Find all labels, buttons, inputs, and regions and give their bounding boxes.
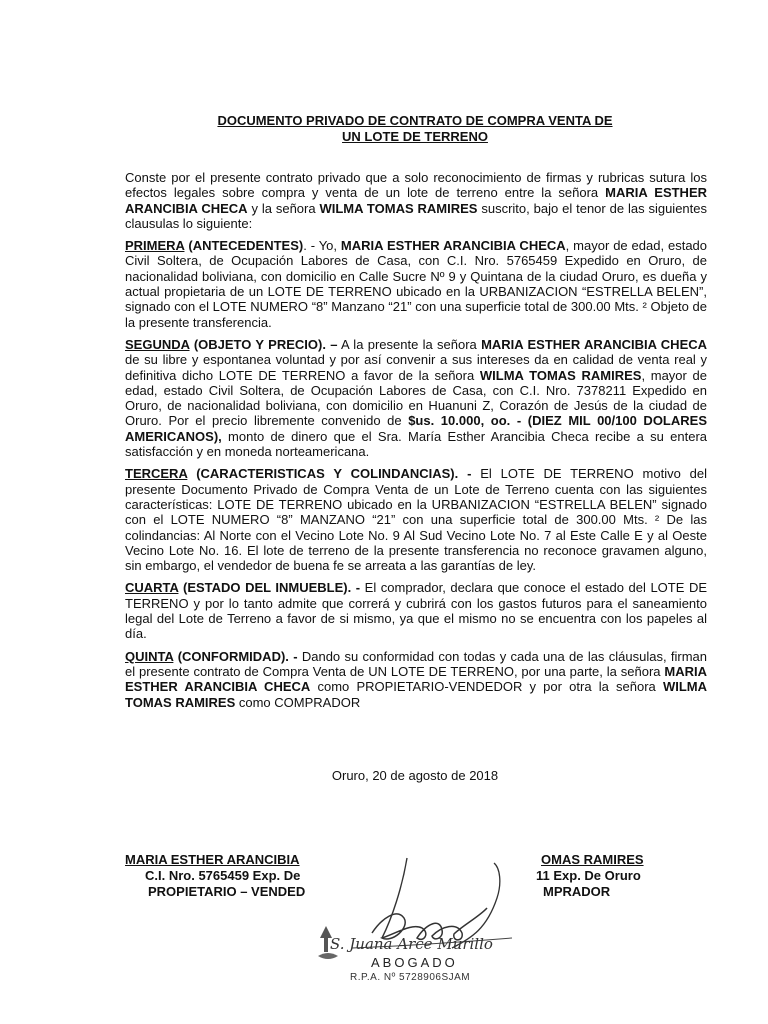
clause-text: . - Yo, <box>303 238 341 254</box>
intro-text-2: y la señora <box>247 200 320 216</box>
seller-name: MARIA ESTHER ARANCIBIA CHECA <box>125 663 707 695</box>
intro-text-1: Conste por el presente contrato privado que a solo reconocimiento de firmas y rubricas sutura los efectos legales sobre compra y venta de un lote de terreno entre la señora <box>125 170 707 201</box>
clause-segunda <box>125 337 707 459</box>
document-title <box>120 113 710 145</box>
clause-heading: (CARACTERISTICAS Y COLINDANCIAS). - <box>187 466 472 482</box>
clause-heading: (CONFORMIDAD). - <box>173 648 298 664</box>
date-line: Oruro, 20 de agosto de 2018 <box>331 768 499 783</box>
clause-text: como PROPIETARIO-VENDEDOR y por otra la señora <box>310 679 663 695</box>
clause-text: A la presente la señora <box>337 336 482 352</box>
buyer-name: WILMA TOMAS RAMIRES <box>319 200 478 216</box>
clause-text: de su libre y espontanea voluntad y por así convenir a sus intereses da en calidad de venta real y definitiva dicho LOTE DE TERRENO a favor de la señora <box>125 352 707 383</box>
intro-paragraph <box>125 170 707 231</box>
clause-label: SEGUNDA <box>125 336 190 352</box>
seller-signature-name: MARIA ESTHER ARANCIBIA <box>125 852 300 867</box>
stamp-registration-number: R.P.A. Nº 5728906SJAM <box>350 972 471 983</box>
clause-heading: (OBJETO Y PRECIO). – <box>189 336 338 352</box>
clause-label: CUARTA <box>125 580 179 596</box>
seller-signature-ci: C.I. Nro. 5765459 Exp. De <box>145 868 301 883</box>
buyer-signature-name: OMAS RAMIRES <box>541 852 644 867</box>
clause-text: como COMPRADOR <box>235 694 361 710</box>
seller-name: MARIA ESTHER ARANCIBIA CHECA <box>125 185 707 216</box>
clause-text: monto de dinero que el Sra. María Esther Arancibia Checa recibe a su entera satisfacción y en moneda norteamericana. <box>125 428 707 460</box>
clause-quinta <box>125 649 707 710</box>
clause-primera <box>125 238 707 330</box>
seller-name: MARIA ESTHER ARANCIBIA CHECA <box>481 336 708 352</box>
buyer-signature-ci: 11 Exp. De Oruro <box>536 868 641 883</box>
seller-name: MARIA ESTHER ARANCIBIA CHECA <box>340 238 566 254</box>
title-line-1: DOCUMENTO PRIVADO DE CONTRATO DE COMPRA VENTA DE <box>217 113 613 128</box>
clause-text: Dando su conformidad con todas y cada una de las cláusulas, firman el presente contrato de Compra Venta de UN LOTE DE TERRENO, por una parte, la señora <box>125 648 707 679</box>
clause-text: El comprador, declara que conoce el estado del LOTE DE TERRENO y por lo tanto admite que correrá y cubrirá con los gastos futuros para el saneamiento legal del Lote de Terreno a favor de si mismo, ya que el mismo no se encuentra con los papeles al día. <box>125 580 708 642</box>
clause-tercera <box>125 466 707 573</box>
clause-label: QUINTA <box>125 648 174 664</box>
clause-heading: (ANTECEDENTES) <box>184 238 304 254</box>
clause-text: El LOTE DE TERRENO motivo del presente Documento Privado de Compra Venta de un Lote de Terreno cuenta con las siguientes características: LOTE DE TERRENO ubicado en la URBANIZACION “ESTRELLA BELEN” signado con el LOTE NUMERO “8” MANZANO “21” con una superficie total de 300.00 Mts. ² De las colindancias: Al Norte con el Vecino Lote No. 9 Al Sud Vecino Lote No. 7 al Este Calle E y al Oeste Vecino Lote No. 16. El lote de terreno de la presente transferencia no reconoce gravamen alguno, sin embargo, el vendedor de buena fe se arreata a las garantías de ley. <box>125 466 707 574</box>
buyer-signature-block <box>536 852 666 900</box>
price-amount: $us. 10.000, oo. - (DIEZ MIL 00/100 DOLARES AMERICANOS), <box>125 413 707 444</box>
clause-cuarta <box>125 580 707 641</box>
contract-body <box>125 170 707 717</box>
clause-heading: (ESTADO DEL INMUEBLE). - <box>178 580 361 596</box>
stamp-lawyer-title: ABOGADO <box>371 955 458 970</box>
clause-label: TERCERA <box>125 466 188 482</box>
clause-text: , mayor de edad, estado Civil Soltera, de Ocupación Labores de Casa, con C.I. Nro. 5765459 Expedido en Oruro, de nacionalidad boliviana, con domicilio en Calle Sucre Nº 9 y Quintana de la ciudad Oruro, es dueña y actual propietaria de un LOTE DE TERRENO ubicado en la URBANIZACION “ESTRELLA BELEN”, signado con el LOTE NUMERO “8” Manzano “21” con una superficie total de 300.00 Mts. ² Objeto de la presente transferencia. <box>125 238 708 330</box>
clause-text: , mayor de edad, estado Civil Soltera, de Ocupación Labores de Casa, con C.I. Nro. 7378211 Expedido en Oruro, de nacionalidad boliviana, con domicilio en Huanuni Z, Corazón de Jesús de la ciudad de Oruro. Por el precio libremente convenido de <box>125 367 708 429</box>
stamp-lawyer-name: S. Juana Arce Murillo <box>330 935 493 953</box>
buyer-name: WILMA TOMAS RAMIRES <box>125 679 707 710</box>
intro-text-3: suscrito, bajo el tenor de las siguientes clausulas lo siguiente: <box>125 200 707 231</box>
seller-signature-block <box>125 852 315 900</box>
buyer-signature-role: MPRADOR <box>543 884 611 899</box>
clause-label: PRIMERA <box>125 238 185 254</box>
seller-signature-role: PROPIETARIO – VENDED <box>148 884 306 899</box>
buyer-name: WILMA TOMAS RAMIRES <box>479 367 642 383</box>
title-line-2: UN LOTE DE TERRENO <box>342 129 488 144</box>
